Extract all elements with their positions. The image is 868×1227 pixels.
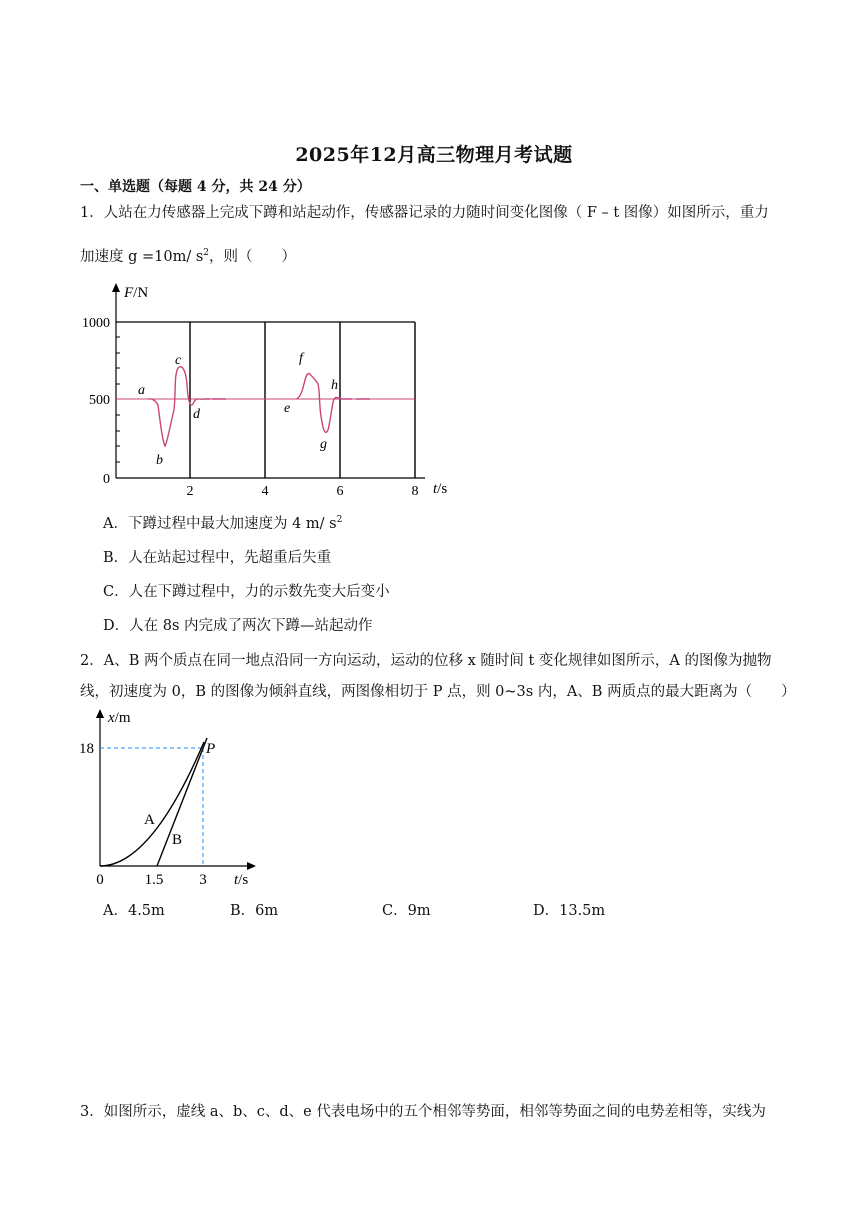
q2-x-axis-label: t/s bbox=[234, 872, 249, 888]
q2-label-a: A bbox=[144, 812, 155, 828]
q2-option-d: D．13.5m bbox=[533, 903, 606, 919]
q1-option-a-sup: 2 bbox=[336, 515, 343, 526]
q1-y-axis-label: F/N bbox=[124, 285, 149, 301]
q2-xtick-0: 0 bbox=[96, 872, 104, 888]
q1-ytick-1000: 1000 bbox=[82, 316, 110, 331]
q1-point-h: h bbox=[331, 378, 338, 393]
q2-y-axis-arrow bbox=[96, 709, 104, 718]
q1-option-d: D．人在 8s 内完成了两次下蹲—站起动作 bbox=[103, 618, 373, 634]
q2-stem-line1: 2．A、B 两个质点在同一地点沿同一方向运动，运动的位移 x 随时间 t 变化规律如图所示，A 的图像为抛物 bbox=[80, 653, 772, 669]
q1-option-b: B．人在站起过程中，先超重后失重 bbox=[103, 550, 332, 566]
q1-stem-line2-text: 加速度 g =10m/ s bbox=[80, 248, 204, 265]
q1-point-d: d bbox=[193, 407, 200, 422]
q2-option-b: B．6m bbox=[230, 903, 279, 919]
section-heading: 一、单选题（每题 4 分，共 24 分） bbox=[80, 179, 311, 195]
q2-curve-a bbox=[100, 742, 204, 866]
q1-point-g: g bbox=[320, 437, 327, 452]
q1-stem-line2-tail: ，则（ ） bbox=[209, 248, 297, 265]
q1-x-axis-label: t/s bbox=[433, 481, 448, 497]
q1-xtick-2: 2 bbox=[186, 484, 194, 499]
q1-stem-line2-sup: 2 bbox=[203, 248, 210, 258]
q1-y-axis-arrow bbox=[112, 283, 120, 292]
q2-x-axis-arrow bbox=[247, 862, 256, 870]
q2-label-p: P bbox=[206, 741, 216, 757]
q1-point-b: b bbox=[156, 453, 163, 468]
q2-label-b: B bbox=[172, 832, 183, 848]
q1-option-c: C．人在下蹲过程中，力的示数先变大后变小 bbox=[103, 584, 390, 600]
page-title: 2025年12月高三物理月考试题 bbox=[295, 144, 573, 166]
q1-option-a-text: A．下蹲过程中最大加速度为 4 m/ s bbox=[103, 516, 337, 532]
q1-point-a: a bbox=[138, 383, 145, 398]
q2-option-c: C．9m bbox=[382, 903, 431, 919]
q2-xtick-1-5: 1.5 bbox=[144, 872, 164, 888]
q1-ytick-0: 0 bbox=[103, 472, 110, 487]
q1-squat-curve bbox=[148, 367, 226, 446]
q1-point-c: c bbox=[175, 353, 182, 368]
q1-force-time-graph bbox=[70, 280, 460, 500]
q2-displacement-graph bbox=[70, 706, 270, 892]
q1-xtick-8: 8 bbox=[411, 484, 419, 499]
q1-option-a bbox=[103, 512, 342, 533]
q2-xtick-3: 3 bbox=[199, 872, 207, 888]
q2-stem-line2: 线，初速度为 0，B 的图像为倾斜直线，两图像相切于 P 点，则 0~3s 内，A、B 两质点的最大距离为（ ） bbox=[80, 684, 796, 700]
q3-stem-line1: 3．如图所示，虚线 a、b、c、d、e 代表电场中的五个相邻等势面，相邻等势面之间的电势差相等，实线为 bbox=[80, 1104, 766, 1120]
q2-ytick-18: 18 bbox=[79, 741, 94, 757]
q2-option-a: A．4.5m bbox=[103, 903, 165, 919]
q1-stem-line1: 1．人站在力传感器上完成下蹲和站起动作，传感器记录的力随时间变化图像（ F – t 图像）如图所示，重力 bbox=[80, 205, 769, 221]
q1-xtick-4: 4 bbox=[261, 484, 269, 499]
q1-point-e: e bbox=[284, 401, 291, 416]
q1-xtick-6: 6 bbox=[336, 484, 344, 499]
q1-stem-line2 bbox=[80, 243, 792, 267]
q1-point-f: f bbox=[299, 351, 303, 366]
q1-ytick-500: 500 bbox=[89, 393, 110, 408]
q2-y-axis-label: x/m bbox=[108, 710, 131, 726]
